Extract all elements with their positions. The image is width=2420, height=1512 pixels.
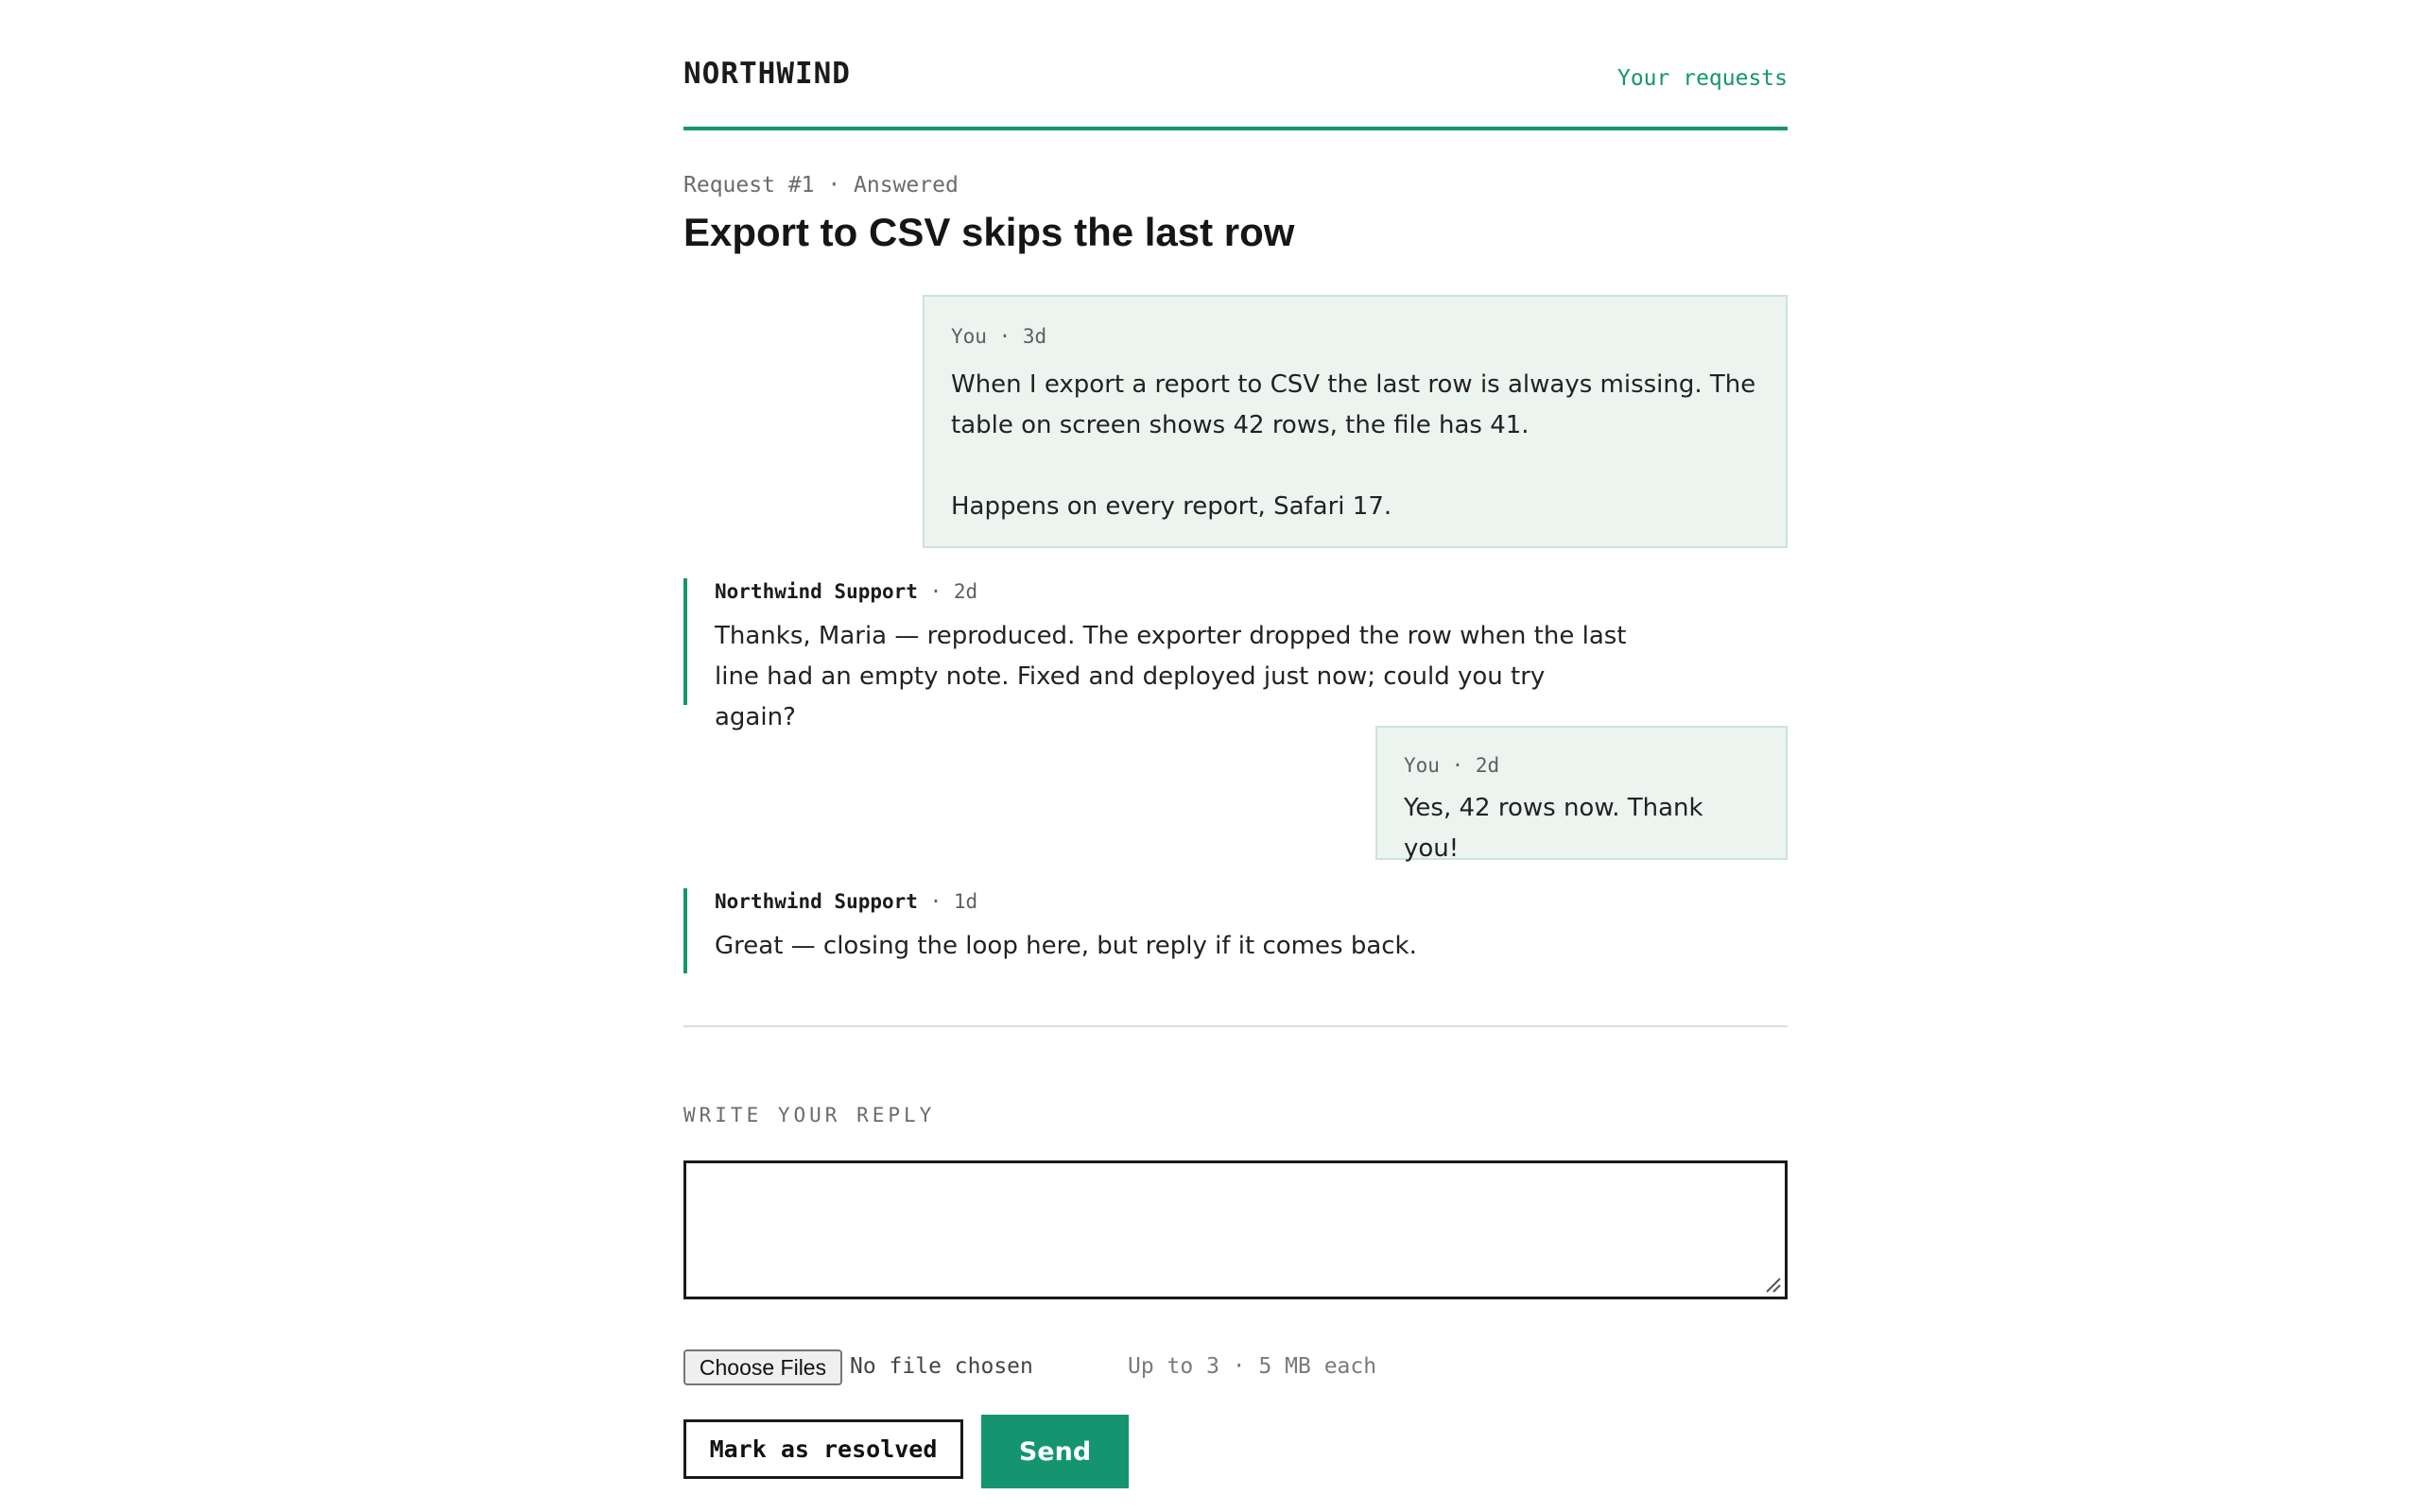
message-support bbox=[683, 578, 1629, 731]
message-author: You bbox=[1404, 754, 1440, 777]
request-title: Export to CSV skips the last row bbox=[683, 210, 1295, 254]
reply-textarea[interactable] bbox=[683, 1160, 1788, 1299]
meta-separator: · bbox=[929, 890, 942, 913]
message-body: When I export a report to CSV the last row is always missing. The table on screen shows 42 rows, the file has 41. Happens on every report, Safari 17. bbox=[951, 370, 1756, 521]
message-meta bbox=[715, 578, 1629, 605]
file-status: No file chosen bbox=[850, 1354, 1033, 1379]
message-body: Great — closing the loop here, but reply if it comes back. bbox=[715, 932, 1417, 960]
request-meta: Request #1 · Answered bbox=[683, 173, 959, 198]
message-time: 2d bbox=[953, 580, 978, 603]
divider bbox=[683, 1025, 1788, 1027]
choose-files-button[interactable]: Choose Files bbox=[683, 1349, 842, 1385]
message-author: Northwind Support bbox=[715, 890, 918, 913]
top-bar bbox=[683, 0, 1788, 130]
file-limit-hint: Up to 3 · 5 MB each bbox=[1128, 1354, 1377, 1379]
message-author: Northwind Support bbox=[715, 580, 918, 603]
meta-separator: · bbox=[929, 580, 942, 603]
message-user bbox=[923, 295, 1788, 548]
reply-label: WRITE YOUR REPLY bbox=[683, 1104, 936, 1126]
message-meta bbox=[951, 323, 1759, 350]
message-user bbox=[1375, 726, 1788, 863]
meta-separator: · bbox=[1451, 754, 1464, 777]
message-author: You bbox=[951, 325, 987, 348]
message-time: 2d bbox=[1475, 754, 1500, 777]
your-requests-link[interactable]: Your requests bbox=[1616, 66, 1788, 91]
message-body: Thanks, Maria — reproduced. The exporter dropped the row when the last line had an empty note. Fixed and deployed just now; could you try again? bbox=[715, 622, 1627, 731]
brand-logo: NORTHWIND bbox=[683, 57, 851, 91]
message-meta bbox=[1404, 752, 1759, 779]
message-support bbox=[683, 888, 1629, 973]
resize-grip-icon[interactable] bbox=[1764, 1276, 1781, 1293]
message-body: Yes, 42 rows now. Thank you! bbox=[1404, 794, 1703, 863]
meta-separator: · bbox=[998, 325, 1011, 348]
send-button[interactable]: Send bbox=[981, 1415, 1129, 1488]
message-time: 3d bbox=[1022, 325, 1047, 348]
message-meta bbox=[715, 888, 1629, 915]
page bbox=[683, 0, 1788, 1512]
mark-resolved-button[interactable]: Mark as resolved bbox=[683, 1419, 963, 1479]
message-time: 1d bbox=[953, 890, 978, 913]
